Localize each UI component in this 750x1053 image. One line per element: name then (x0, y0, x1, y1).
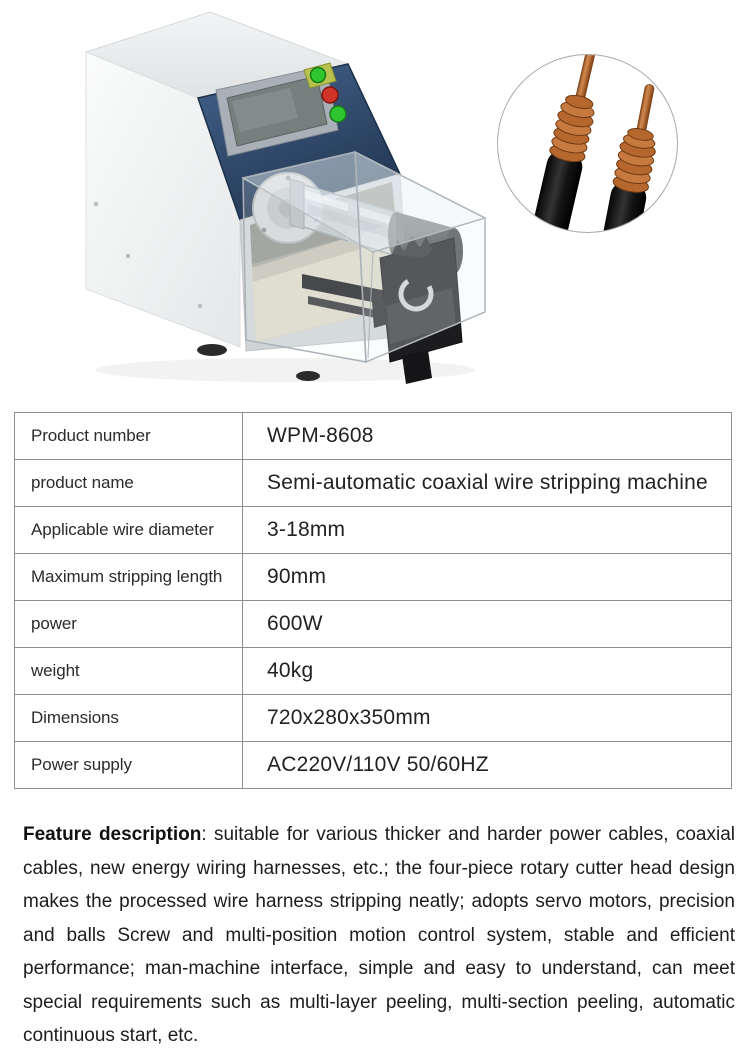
spec-row (15, 554, 732, 601)
cutter-foot (402, 350, 432, 384)
feature-body: : suitable for various thicker and harder power cables, coaxial cables, new energy wiring harnesses, etc.; the four-piece rotary cutter head design makes the processed wire harness stripping neatly; adopts servo motors, precision and balls Screw and multi-position motion control system, stable and efficient performance; man-machine interface, simple and easy to understand, can meet special requirements such as multi-layer peeling, multi-section peeling, automatic continuous start, etc. (23, 824, 736, 1046)
coax-cable-right (597, 81, 668, 232)
screw-dot (126, 254, 130, 258)
spec-row (15, 742, 732, 789)
spec-row (15, 601, 732, 648)
spec-value: 600W (243, 601, 732, 648)
feature-description (23, 818, 735, 1053)
spec-label: weight (15, 648, 243, 695)
spec-row (15, 695, 732, 742)
stop-button-red[interactable] (322, 87, 338, 103)
machine-foot (197, 344, 227, 356)
spec-value: 40kg (243, 648, 732, 695)
coax-cable-left (528, 55, 609, 232)
start-button-green[interactable] (330, 106, 346, 122)
spec-row (15, 507, 732, 554)
spec-value: WPM-8608 (243, 413, 732, 460)
machine-foot (296, 371, 320, 381)
screw-dot (198, 304, 202, 308)
spec-label: Maximum stripping length (15, 554, 243, 601)
spec-label: Product number (15, 413, 243, 460)
spec-row (15, 460, 732, 507)
coax-inset-photo (497, 54, 678, 233)
spec-label: Power supply (15, 742, 243, 789)
spec-row (15, 648, 732, 695)
spec-table (14, 412, 732, 789)
spec-value: AC220V/110V 50/60HZ (243, 742, 732, 789)
spec-value: Semi-automatic coaxial wire stripping machine (243, 460, 732, 507)
product-image-section (0, 0, 750, 408)
spec-row (15, 413, 732, 460)
screw-dot (94, 202, 98, 206)
spec-label: Applicable wire diameter (15, 507, 243, 554)
power-button-green[interactable] (311, 68, 326, 83)
spec-value: 3-18mm (243, 507, 732, 554)
spec-value: 90mm (243, 554, 732, 601)
spec-value: 720x280x350mm (243, 695, 732, 742)
feature-heading: Feature description (23, 824, 202, 845)
spec-label: Dimensions (15, 695, 243, 742)
machine-photo (50, 6, 520, 396)
spec-label: power (15, 601, 243, 648)
spec-table-body (15, 413, 732, 789)
spec-label: product name (15, 460, 243, 507)
